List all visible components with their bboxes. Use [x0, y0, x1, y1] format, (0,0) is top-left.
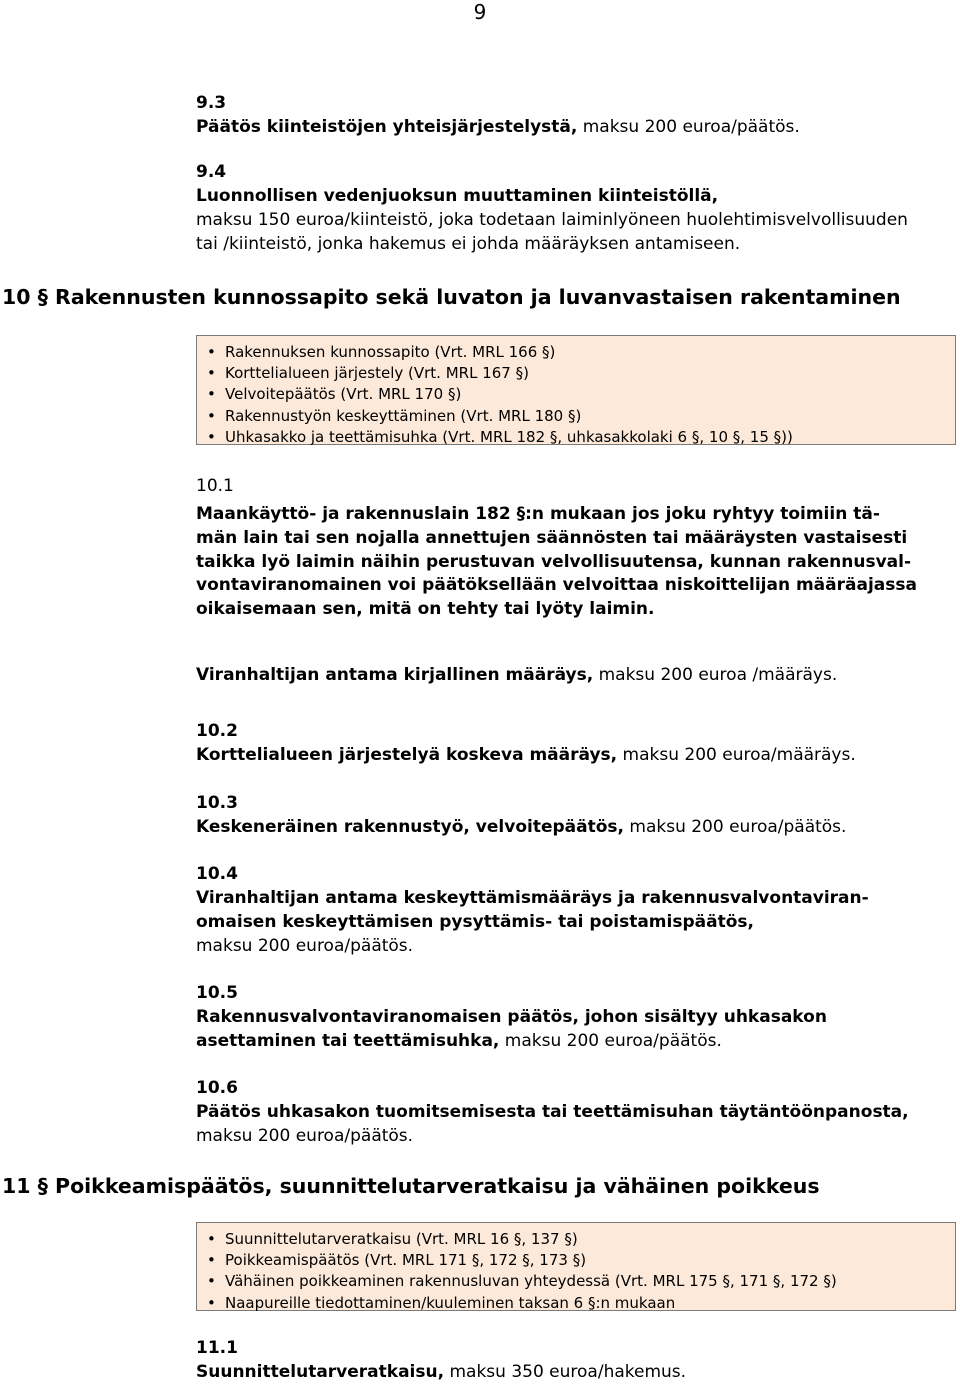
section-number: 10.6: [196, 1078, 238, 1098]
bullet-icon: •: [207, 427, 216, 446]
bullet-icon: •: [207, 1293, 216, 1312]
section-title: Keskeneräinen rakennustyö, velvoitepäätös,: [196, 817, 624, 837]
section-number: 10.2: [196, 721, 238, 741]
section-10-1-number: 10.1: [196, 476, 234, 496]
section-title: Päätös kiinteistöjen yhteisjärjestelystä,: [196, 117, 578, 137]
section-title: Luonnollisen vedenjuoksun muuttaminen kiinteistöllä,: [196, 186, 719, 206]
list-item: • Vähäinen poikkeaminen rakennusluvan yhteydessä (Vrt. MRL 175 §, 171 §, 172 §): [197, 1271, 955, 1292]
fee-text: maksu 200 euroa/päätös.: [623, 817, 847, 837]
section-title: Viranhaltijan antama kirjallinen määräys,: [196, 665, 594, 685]
bullet-icon: •: [207, 343, 216, 361]
fee-text: maksu 200 euroa/määräys.: [617, 745, 856, 765]
list-item: • Suunnittelutarveratkaisu (Vrt. MRL 16 §, 137 §): [197, 1229, 955, 1250]
section-10-4: [196, 862, 936, 958]
fee-text: maksu 200 euroa/päätös.: [196, 936, 414, 956]
section-9-4: [196, 160, 936, 256]
section-heading-11: 11 § Poikkeamispäätös, suunnittelutarveratkaisu ja vähäinen poikkeus: [2, 1174, 820, 1198]
list-item: • Rakennustyön keskeyttäminen (Vrt. MRL 180 §): [197, 406, 955, 427]
fee-text: maksu 350 euroa/hakemus.: [444, 1362, 687, 1382]
list-item: • Velvoitepäätös (Vrt. MRL 170 §): [197, 384, 955, 405]
section-heading-10: 10 § Rakennusten kunnossapito sekä luvaton ja luvanvastaisen rakentaminen: [2, 285, 901, 309]
section-10-1-fee: [196, 663, 936, 687]
bullet-icon: •: [207, 1272, 216, 1291]
page-number: 9: [473, 0, 487, 24]
list-item: • Poikkeamispäätös (Vrt. MRL 171 §, 172 §, 173 §): [197, 1250, 955, 1271]
reference-box-11: [196, 1222, 956, 1311]
fee-text: maksu 200 euroa/päätös.: [196, 1126, 414, 1146]
list-item: • Korttelialueen järjestely (Vrt. MRL 167 §): [197, 363, 955, 384]
fee-text: maksu 150 euroa/kiinteistö, joka todetaan laiminlyöneen huolehtimisvelvollisuuden: [196, 210, 908, 230]
bullet-icon: •: [207, 364, 216, 383]
section-9-3: [196, 91, 936, 139]
section-10-2: [196, 719, 936, 767]
section-number: 11.1: [196, 1338, 238, 1358]
list-item: • Rakennuksen kunnossapito (Vrt. MRL 166 §): [197, 342, 955, 363]
section-number: 10.3: [196, 793, 238, 813]
section-number: 9.4: [196, 162, 227, 182]
list-item: • Naapureille tiedottaminen/kuuleminen taksan 6 §:n mukaan: [197, 1293, 955, 1314]
section-number: 9.3: [196, 93, 227, 113]
fee-text-cont: tai /kiinteistö, jonka hakemus ei johda määräyksen antamiseen.: [196, 234, 741, 254]
section-title: Rakennusvalvontaviranomaisen päätös, johon sisältyy uhkasakon: [196, 1007, 827, 1027]
section-title: Korttelialueen järjestelyä koskeva määräys,: [196, 745, 618, 765]
bullet-icon: •: [207, 1230, 216, 1248]
fee-text: maksu 200 euroa/päätös.: [499, 1031, 722, 1051]
section-number: 10.5: [196, 983, 238, 1003]
fee-text: maksu 200 euroa /määräys.: [593, 665, 838, 685]
reference-box-10: [196, 335, 956, 445]
section-title-cont: asettaminen tai teettämisuhka,: [196, 1031, 500, 1051]
bullet-icon: •: [207, 1251, 216, 1270]
section-title-cont: omaisen keskeyttämisen pysyttämis- tai poistamispäätös,: [196, 912, 754, 932]
list-item: • Uhkasakko ja teettämisuhka (Vrt. MRL 182 §, uhkasakkolaki 6 §, 10 §, 15 §)): [197, 427, 955, 448]
section-10-1-paragraph: Maankäyttö- ja rakennuslain 182 §:n mukaan jos joku ryhtyy toimiin tä- män lain tai sen nojalla annettujen säännösten tai määräysten vastaisesti taikka lyö laimin näihin perustuvan velvollisuutensa, kunnan rakennusval- vontaviranomainen voi päätöksellään velvoittaa niskoittelijan määräajassa oikaisemaan sen, mitä on tehty tai lyöty laimin.: [196, 504, 917, 620]
section-title: Päätös uhkasakon tuomitsemisesta tai teettämisuhan täytäntöönpanosta,: [196, 1102, 909, 1122]
fee-text: maksu 200 euroa/päätös.: [577, 117, 800, 137]
section-title: Viranhaltijan antama keskeyttämismääräys ja rakennusvalvontaviran-: [196, 888, 869, 908]
section-number: 10.4: [196, 864, 238, 884]
bullet-icon: •: [207, 385, 216, 404]
section-11-1: [196, 1336, 936, 1384]
bullet-icon: •: [207, 406, 216, 425]
section-title: Suunnittelutarveratkaisu,: [196, 1362, 445, 1382]
section-10-3: [196, 791, 936, 839]
section-10-5: [196, 981, 936, 1053]
section-10-6: [196, 1076, 936, 1148]
